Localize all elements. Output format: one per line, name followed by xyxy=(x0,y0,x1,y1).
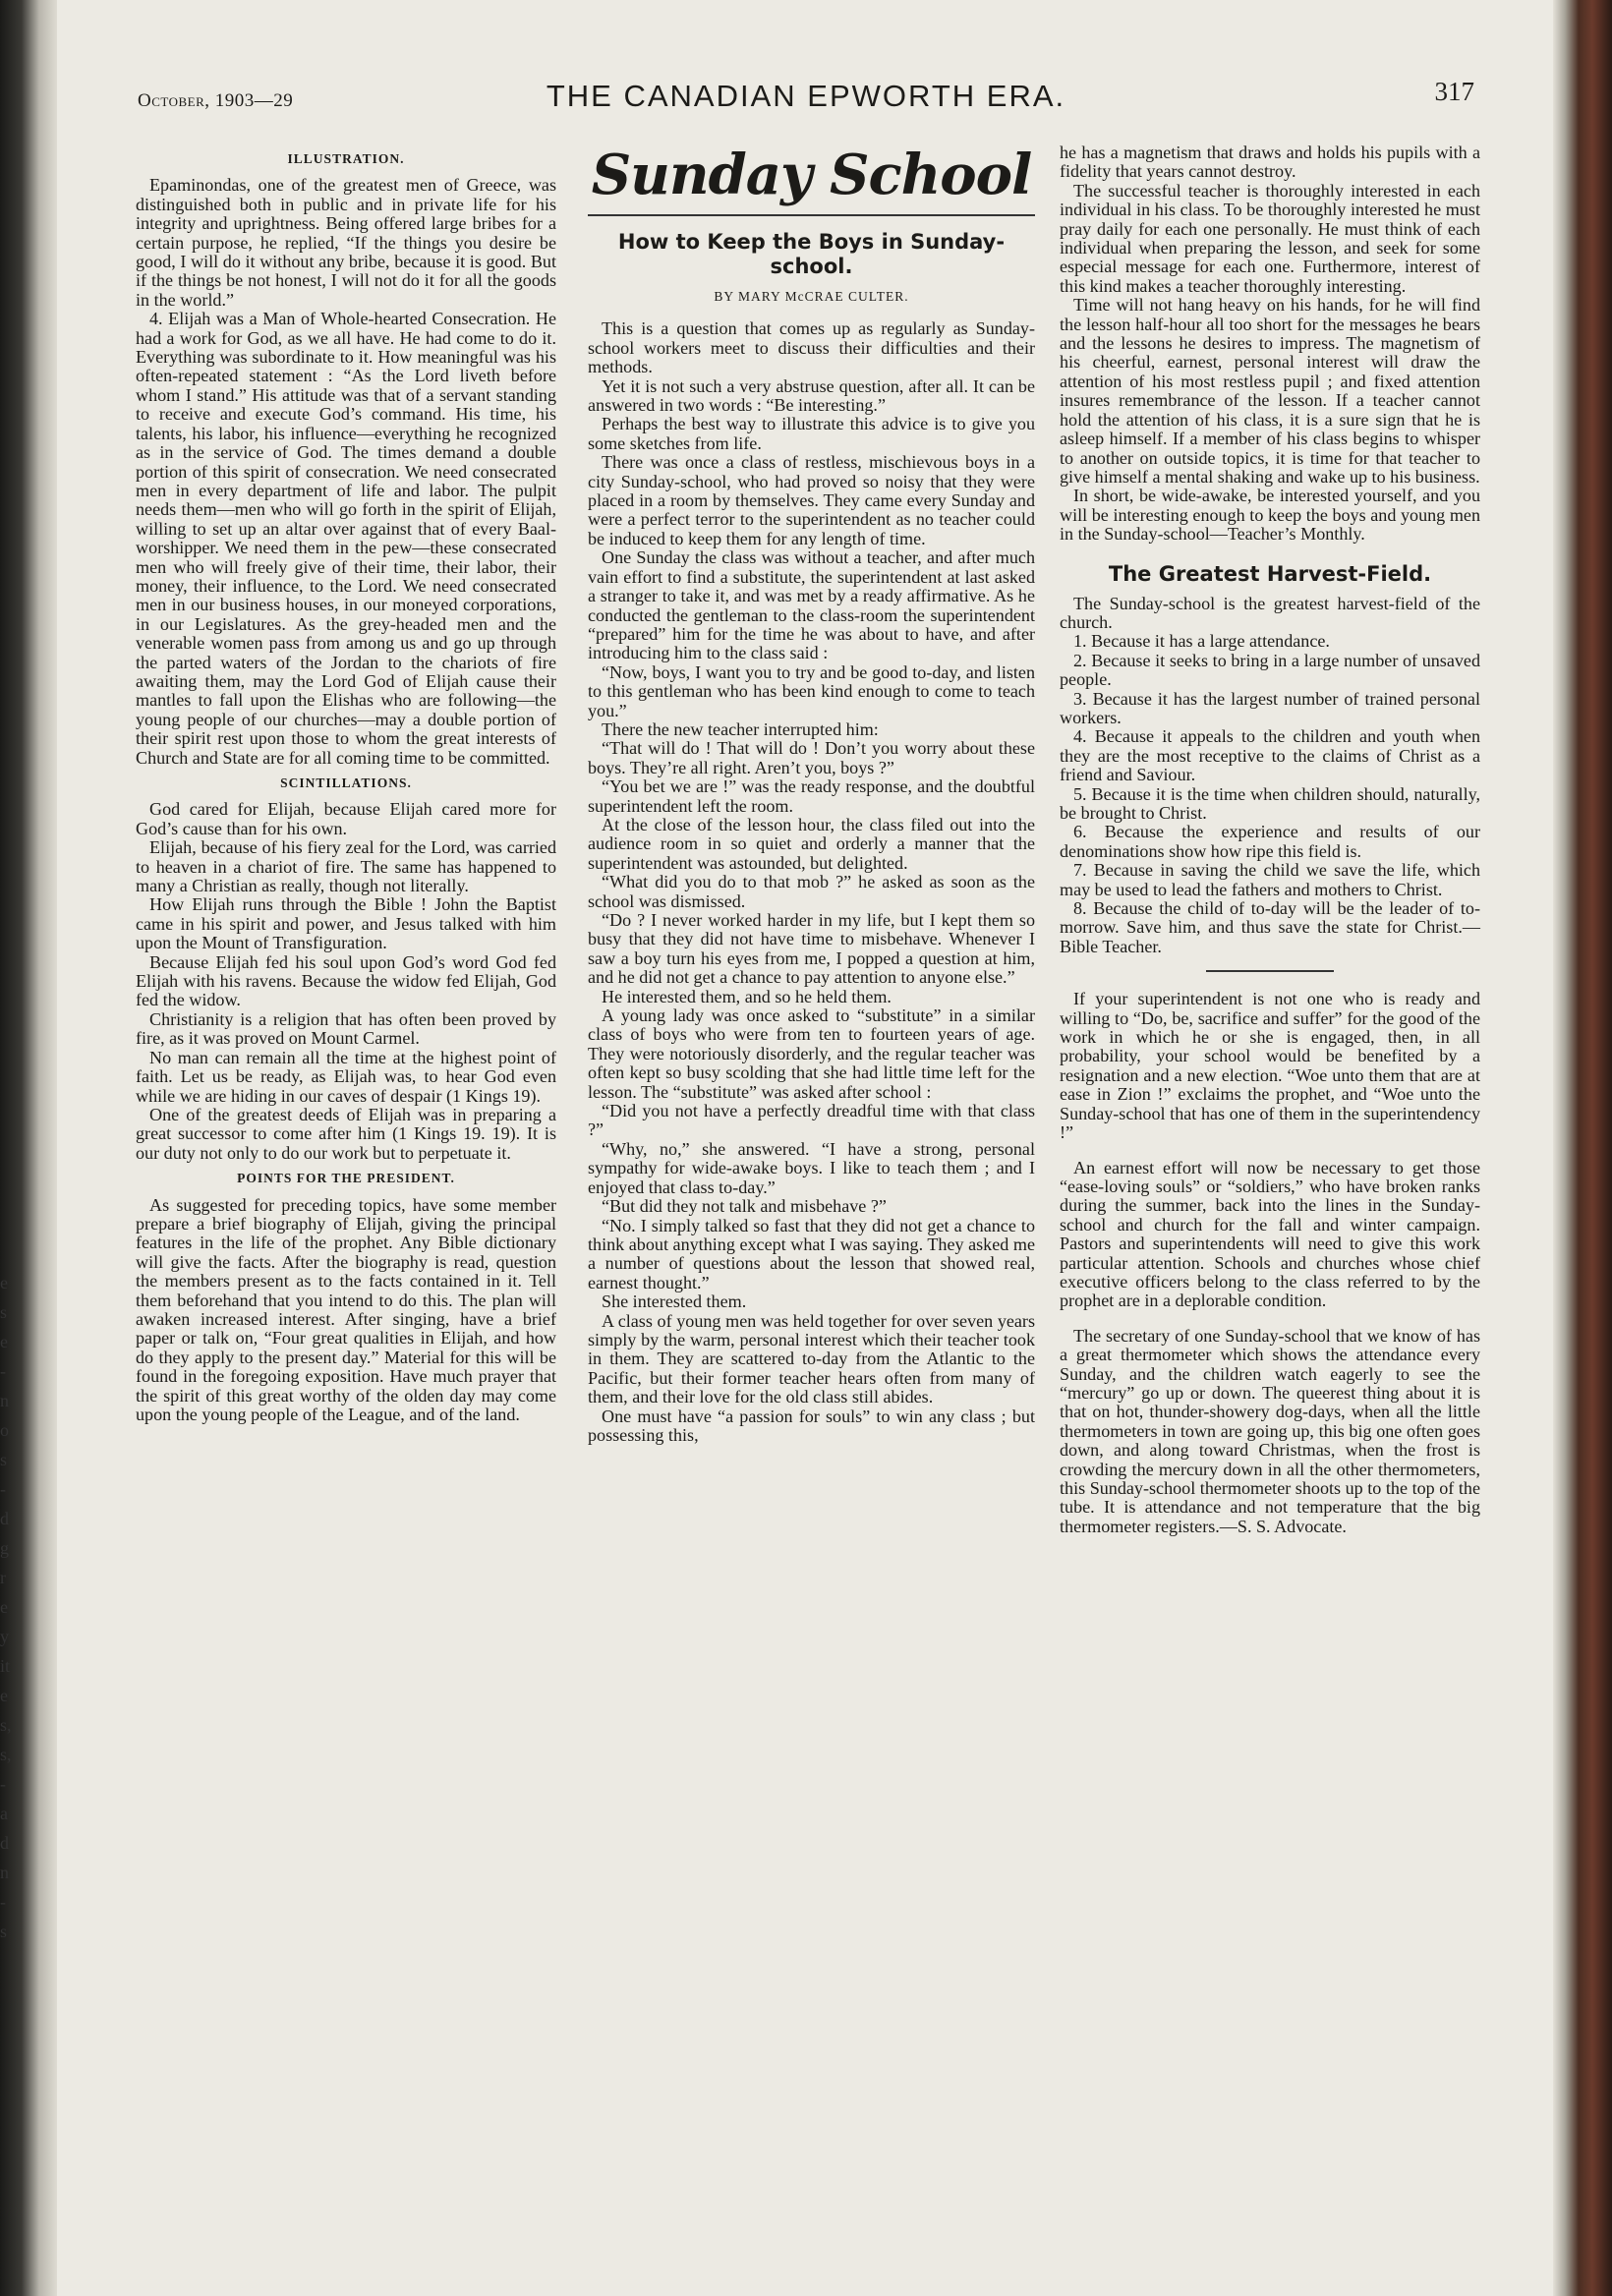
paragraph: No man can remain all the time at the highest point of faith. Let us be ready, as Elijah was, to hear God even while we are hiding in our caves of despair (1 Kings 19). xyxy=(136,1047,556,1106)
paragraph: How Elijah runs through the Bible ! John the Baptist came in his spirit and power, and Jesus talked with him upon the Mount of Transfiguration. xyxy=(136,894,556,953)
byline: BY MARY McCRAE CULTER. xyxy=(714,289,909,304)
section-rule xyxy=(588,214,1035,216)
article-title: How to Keep the Boys in Sunday-school. xyxy=(617,230,1006,278)
paragraph: One Sunday the class was without a teacher, and after much vain effort to find a substitute, the superintendent at last asked a stranger to take it, and was met by a ready affirmative. As he conducted the gentleman to the class-room the superintendent “prepared” him for the time he was about to have, and after introducing him to the class said : xyxy=(588,547,1035,663)
section-divider xyxy=(1206,970,1334,972)
section-title: Sunday School xyxy=(591,143,1032,207)
list-item: 3. Because it has the largest number of trained personal workers. xyxy=(1060,688,1480,727)
journal-title: THE CANADIAN EPWORTH ERA. xyxy=(546,79,1066,113)
column-right xyxy=(1060,144,1480,1536)
running-head xyxy=(138,77,1474,124)
paragraph: The Sunday-school is the greatest harvest-field of the church. xyxy=(1060,593,1480,632)
list-item: 8. Because the child of to-day will be the leader of to-morrow. Save him, and thus save the state for Christ.—Bible Teacher. xyxy=(1060,898,1480,956)
harvest-title: The Greatest Harvest-Field. xyxy=(1108,561,1432,586)
column-left xyxy=(136,144,556,1424)
page-number: 317 xyxy=(1434,77,1474,106)
paragraph: “No. I simply talked so fast that they did not get a chance to think about anything except what I was saying. They asked me a number of questions about the lesson that showed real, earnest thought.” xyxy=(588,1215,1035,1292)
paragraph: “Do ? I never worked harder in my life, but I kept them so busy that they did not have time to misbehave. Whenever I saw a boy turn his eyes from me, I popped a question at him, and he did not get a chance to pay attention to anyone else.” xyxy=(588,910,1035,988)
paragraph: There was once a class of restless, mischievous boys in a city Sunday-school, who had proved so noisy that they were placed in a room by themselves. They came every Sunday and were a perfect terror to the superintendent as no teacher could be induced to keep them for any length of time. xyxy=(588,452,1035,548)
page-sheet xyxy=(57,0,1553,2296)
paragraph: “What did you do to that mob ?” he asked as soon as the school was dismissed. xyxy=(588,872,1035,911)
paragraph: A young lady was once asked to “substitute” in a similar class of boys who were from ten to fourteen years of age. They were notoriously disorderly, and the regular teacher was often kept so busy scolding that she had little time left for the lesson. The “substitute” was asked after school : xyxy=(588,1005,1035,1102)
paragraph: As suggested for preceding topics, have some member prepare a brief biography of Elijah, giving the principal features in the life of the prophet. Any Bible dictionary will give the facts. After the biography is read, question the members present as to the facts contained in it. Tell them beforehand that you intend to do this. The plan will awaken increased interest. After singing, have a brief paper or talk on, “Four great qualities in Elijah, and how do they apply to the present day.” Material for this will be found in the foregoing exposition. Have much prayer that the spirit of this great worthy of the olden day may come upon the young people of the League, and of the land. xyxy=(136,1194,556,1424)
paragraph: Christianity is a religion that has often been proved by fire, as it was proved on Mount Carmel. xyxy=(136,1008,556,1049)
paragraph: Yet it is not such a very abstruse question, after all. It can be answered in two words : “Be interesting.” xyxy=(588,375,1035,416)
list-item: 5. Because it is the time when children should, naturally, be brought to Christ. xyxy=(1060,783,1480,823)
paragraph: In short, be wide-awake, be interested yourself, and you will be interesting enough to keep the boys and young men in the Sunday-school—Teacher’s Monthly. xyxy=(1060,486,1480,545)
paragraph: He interested them, and so he held them. xyxy=(602,986,892,1006)
paragraph: The successful teacher is thoroughly interested in each individual in his class. To be thoroughly interested he must pray daily for each one personally. He must think of each individual when preparing the lesson, and seek for some especial message for each one. Furthermore, interest of this kind makes a teacher thoroughly interesting. xyxy=(1060,180,1480,296)
illustration-heading: ILLUSTRATION. xyxy=(287,151,405,166)
paragraph: One must have “a passion for souls” to win any class ; but possessing this, xyxy=(588,1406,1035,1445)
paragraph: “Now, boys, I want you to try and be good to-day, and listen to this gentleman who has been kind enough to come to teach you.” xyxy=(588,661,1035,720)
paragraph: “Why, no,” she answered. “I have a strong, personal sympathy for wide-awake boys. I like to teach them ; and I enjoyed that class to-day.” xyxy=(588,1138,1035,1197)
list-item: 2. Because it seeks to bring in a large number of unsaved people. xyxy=(1060,650,1480,690)
paragraph: Time will not hang heavy on his hands, for he will find the lesson half-hour all too short for the messages he bears and the lessons he desires to impress. The magnetism of his cheerful, earnest, personal interest will draw the attention of his most restless pupil ; and fixed attention insures remembrance of the lesson. If a teacher cannot hold the attention of his class, it is a sure sign that he is asleep himself. If a member of his class begins to whisper to another on outside topics, it is time for that teacher to give himself a mental shaking and wake up to his business. xyxy=(1060,295,1480,487)
points-heading: POINTS FOR THE PRESIDENT. xyxy=(237,1171,455,1186)
paragraph: Because Elijah fed his soul upon God’s word God fed Elijah with his ravens. Because the widow fed Elijah, God fed the widow. xyxy=(136,951,556,1010)
paragraph: An earnest effort will now be necessary to get those “ease-loving souls” or “soldiers,” who have broken ranks during the summer, back into the lines in the Sunday-school and church for the fall and winter campaign. Pastors and superintendents will need to give this work particular attention. Schools and churches whose chief executive officers belong to the class referred to by the prophet are in a deplorable condition. xyxy=(1060,1157,1480,1311)
list-item: 1. Because it has a large attendance. xyxy=(1073,631,1330,652)
list-item: 7. Because in saving the child we save the life, which may be used to lead the fathers and mothers to Christ. xyxy=(1060,860,1480,899)
paragraph: “That will do ! That will do ! Don’t you worry about these boys. They’re all right. Aren’t you, boys ?” xyxy=(588,738,1035,777)
scintillations-heading: SCINTILLATIONS. xyxy=(280,775,412,790)
binding-gutter-left xyxy=(0,0,57,2296)
paragraph: One of the greatest deeds of Elijah was in preparing a great successor to come after him (1 Kings 19. 19). It is our duty not only to do our work but to perpetuate it. xyxy=(136,1104,556,1163)
paragraph: A class of young men was held together for over seven years simply by the warm, personal interest which their teacher took in them. They are scattered to-day from the Atlantic to the Pacific, but their former teacher hears often from many of them, and their love for the old class still abides. xyxy=(588,1310,1035,1407)
paragraph: “Did you not have a perfectly dreadful time with that class ?” xyxy=(588,1101,1035,1140)
column-center xyxy=(588,144,1035,1445)
paragraph: If your superintendent is not one who is ready and willing to “Do, be, sacrifice and suffer” for the good of the work in which he or she is engaged, then, in all probability, your school would be benefited by a resignation and a new election. “Woe unto them that are at ease in Zion !” exclaims the prophet, and “Woe unto the Sunday-school that has one of them in the superintendency !” xyxy=(1060,989,1480,1143)
bleed-through-fragments: e s e - n o s - d g r e y it e s, s, - a d n - s xyxy=(0,1273,12,1941)
binding-edge-right xyxy=(1553,0,1612,2296)
paragraph: The secretary of one Sunday-school that we know of has a great thermometer which shows the attendance every Sunday, and the children watch eagerly to see the “mercury” go up or down. The queerest thing about it is that on hot, thunder-showery dog-days, when all the little thermometers in town are going up, this big one often goes down, and along toward Christmas, when the frost is crowding the mercury down in all the other thermometers, this Sunday-school thermometer shoots up to the top of the tube. It is attendance and not temperature that the big thermometer registers.—S. S. Advocate. xyxy=(1060,1325,1480,1536)
paragraph: Perhaps the best way to illustrate this advice is to give you some sketches from life. xyxy=(588,414,1035,453)
paragraph: 4. Elijah was a Man of Whole-hearted Consecration. He had a work for God, as we all have. He had come to do it. Everything was subordinate to it. How meaningful was his often-repeated statement : “As the Lord liveth before whom I stand.” His attitude was that of a servant standing to receive and execute God’s command. His time, his talents, his labor, his influence—everything he recognized as in the service of God. The times demand a double portion of this spirit of consecration. We need consecrated men in every department of life and labor. The pulpit needs them—men who will go forth in the spirit of Elijah, willing to set up an altar over against that of every Baal-worshipper. We need them in the pew—these consecrated men who will freely give of their time, their labor, their money, their influence, to the Lord. We need consecrated men in our business houses, in our moneyed corporations, in our Legislatures. As the grey-headed men and the venerable women pass from among us and go up through the parted waters of the Jordan to the chariots of fire awaiting them, may the Lord God of Elijah cause their mantles to fall upon the Elishas who are following—the young people of our churches—may a double portion of their spirit rest upon those to whom the great interests of Church and State are for all coming time to be committed. xyxy=(136,309,556,768)
list-item: 6. Because the experience and results of our denominations show how ripe this field is. xyxy=(1060,822,1480,861)
paragraph: Epaminondas, one of the greatest men of Greece, was distinguished both in public and in private life for his integrity and uprightness. Being offered large bribes for a certain purpose, he replied, “If the things you desire be good, I will do it without any bribe, because it is good. But if the things be not honest, I will not do it for all the goods in the world.” xyxy=(136,175,556,310)
paragraph: She interested them. xyxy=(602,1292,747,1312)
paragraph: “You bet we are !” was the ready response, and the doubtful superintendent left the room. xyxy=(588,776,1035,816)
paragraph: At the close of the lesson hour, the class filed out into the audience room in so quiet and orderly a manner that the superintendent was astounded, but delighted. xyxy=(588,814,1035,873)
list-item: 4. Because it appeals to the children and youth when they are the most receptive to the claims of Christ as a friend and Saviour. xyxy=(1060,726,1480,785)
paragraph: he has a magnetism that draws and holds his pupils with a fidelity that years cannot destroy. xyxy=(1060,143,1480,182)
paragraph: Elijah, because of his fiery zeal for the Lord, was carried to heaven in a chariot of fire. The same has happened to many a Christian as really, though not literally. xyxy=(136,837,556,896)
issue-date: October, 1903—29 xyxy=(138,90,294,111)
paragraph: “But did they not talk and misbehave ?” xyxy=(602,1196,887,1217)
paragraph: God cared for Elijah, because Elijah cared more for God’s cause than for his own. xyxy=(136,799,556,838)
paragraph: This is a question that comes up as regularly as Sunday-school workers meet to discuss their difficulties and their methods. xyxy=(588,318,1035,377)
paragraph: There the new teacher interrupted him: xyxy=(602,718,879,739)
